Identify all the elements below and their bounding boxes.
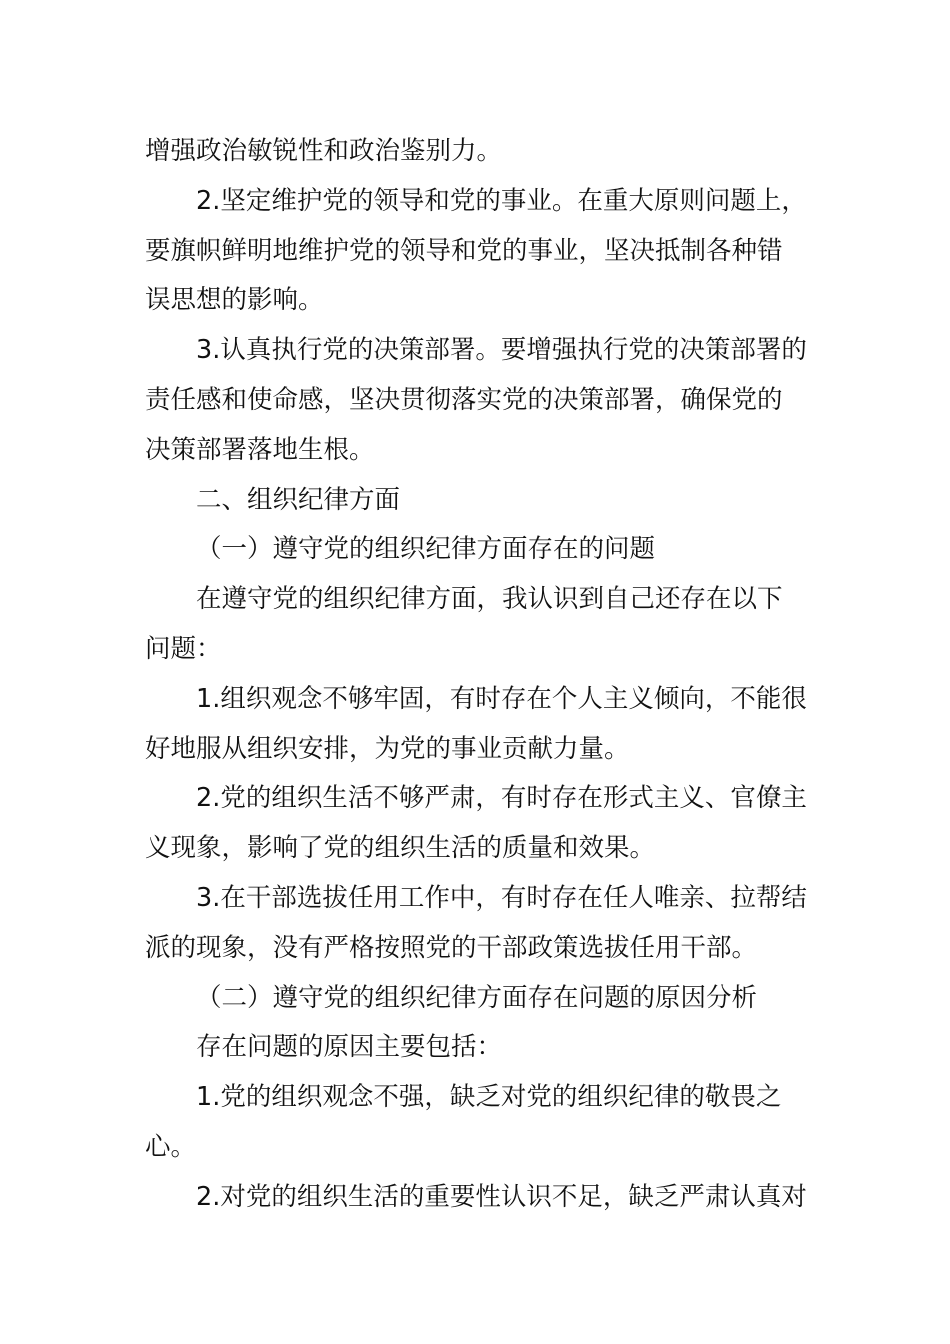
- numbered-point: 1.党的组织观念不强，缺乏对党的组织纪律的敬畏之: [196, 1082, 782, 1113]
- numbered-point: 1.组织观念不够牢固，有时存在个人主义倾向，不能很: [196, 683, 807, 714]
- text-line: 增强政治敏锐性和政治鉴别力。: [145, 136, 503, 166]
- document-body: [145, 127, 810, 1223]
- text-line: 要旗帜鲜明地维护党的领导和党的事业，坚决抵制各种错: [145, 235, 783, 266]
- text-line: 好地服从组织安排，为党的事业贡献力量。: [145, 733, 630, 764]
- paragraph-start: 存在问题的原因主要包括：: [196, 1032, 503, 1063]
- paragraph-start: 在遵守党的组织纪律方面，我认识到自己还存在以下: [196, 584, 783, 615]
- numbered-point: 3.在干部选拔任用工作中，有时存在任人唯亲、拉帮结: [196, 882, 807, 913]
- subsection-heading: （一）遵守党的组织纪律方面存在的问题: [196, 534, 656, 565]
- numbered-point: 2.对党的组织生活的重要性认识不足，缺乏严肃认真对: [196, 1181, 807, 1212]
- text-line: 心。: [145, 1131, 197, 1162]
- section-heading: 二、组织纪律方面: [196, 484, 401, 515]
- text-line: 误思想的影响。: [145, 285, 324, 316]
- numbered-point: 2.党的组织生活不够严肃，有时存在形式主义、官僚主: [196, 783, 807, 814]
- text-line: 义现象，影响了党的组织生活的质量和效果。: [145, 833, 656, 864]
- text-line: 责任感和使命感，坚决贯彻落实党的决策部署，确保党的: [145, 384, 783, 415]
- subsection-heading: （二）遵守党的组织纪律方面存在问题的原因分析: [196, 982, 758, 1013]
- numbered-point: 2.坚定维护党的领导和党的事业。在重大原则问题上，: [196, 185, 807, 216]
- text-line: 派的现象，没有严格按照党的干部政策选拔任用干部。: [145, 932, 758, 963]
- numbered-point: 3.认真执行党的决策部署。要增强执行党的决策部署的: [196, 335, 807, 366]
- text-line: 决策部署落地生根。: [145, 434, 375, 465]
- text-line: 问题：: [145, 633, 222, 664]
